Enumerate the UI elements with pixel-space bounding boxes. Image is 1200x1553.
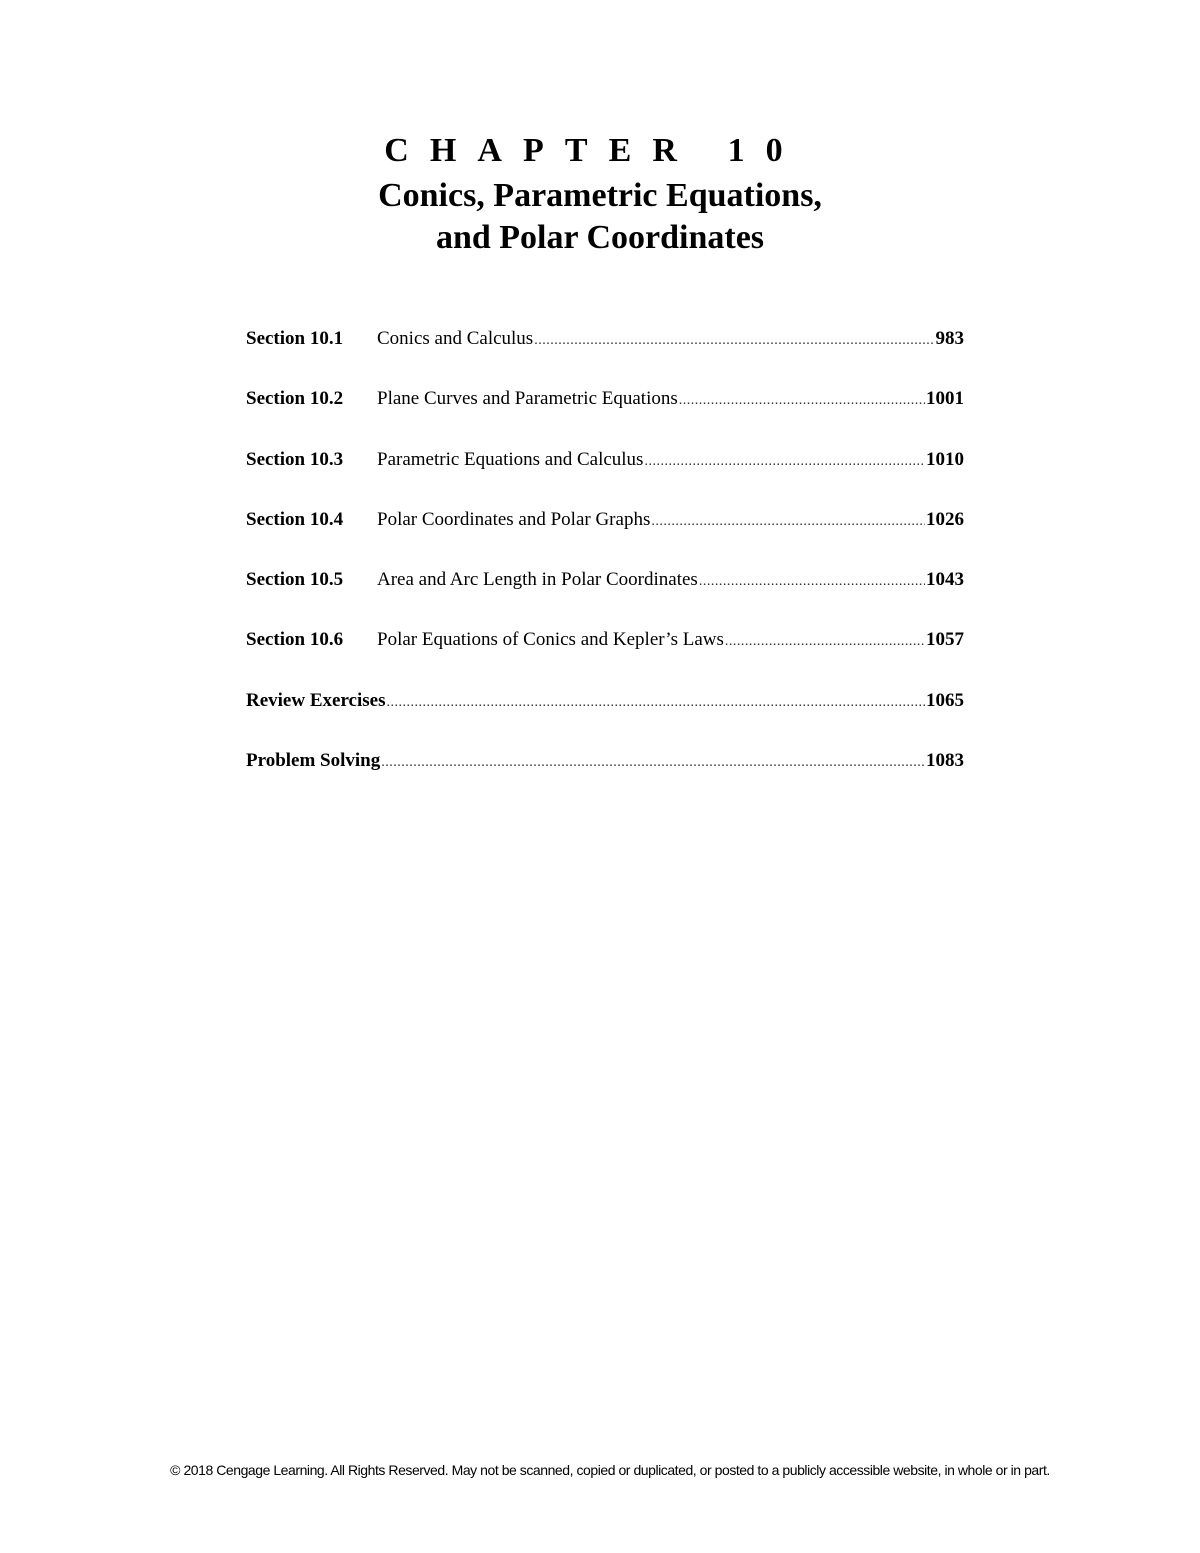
section-title: Area and Arc Length in Polar Coordinates	[377, 569, 698, 591]
section-title: Parametric Equations and Calculus	[377, 448, 644, 470]
section-title: Polar Equations of Conics and Kepler’s Laws	[377, 629, 724, 651]
toc-row-review-exercises[interactable]	[246, 685, 964, 717]
section-label: Section 10.2	[246, 388, 344, 410]
toc-row-section-10-2[interactable]	[246, 383, 964, 415]
dot-leader	[651, 506, 925, 538]
dot-leader	[381, 747, 925, 779]
page-number: 1043	[926, 569, 964, 591]
toc-row-section-10-6[interactable]	[246, 624, 964, 656]
section-label: Section 10.5	[246, 569, 344, 591]
toc-row-problem-solving[interactable]	[246, 745, 964, 777]
page-number: 1057	[926, 629, 964, 651]
section-title: Conics and Calculus	[377, 328, 534, 349]
table-of-contents	[246, 323, 964, 805]
dot-leader	[386, 687, 925, 719]
chapter-title-line-2: and Polar Coordinates	[435, 219, 765, 256]
page-number: 983	[935, 328, 964, 349]
chapter-label: CHAPTER 10	[384, 132, 804, 169]
dot-leader	[644, 446, 925, 478]
toc-row-section-10-5[interactable]	[246, 564, 964, 596]
problem-solving-title: Problem Solving	[246, 750, 381, 772]
section-title: Polar Coordinates and Polar Graphs	[377, 508, 651, 530]
section-label: Section 10.1	[246, 328, 344, 349]
copyright-footer: © 2018 Cengage Learning. All Rights Reserved. May not be scanned, copied or duplicated, or posted to a publicly accessible website, in whole or in part.	[170, 1462, 1050, 1478]
dot-leader	[534, 325, 934, 357]
dot-leader	[699, 566, 925, 598]
review-exercises-title: Review Exercises	[246, 689, 386, 711]
page-number: 1065	[926, 689, 964, 711]
section-label: Section 10.3	[246, 448, 344, 470]
page-number: 1026	[926, 508, 964, 530]
toc-row-section-10-4[interactable]	[246, 504, 964, 536]
chapter-title-line-1: Conics, Parametric Equations,	[378, 177, 822, 214]
page-number: 1010	[926, 448, 964, 470]
toc-row-section-10-1[interactable]	[246, 323, 964, 355]
dot-leader	[679, 385, 925, 417]
chapter-title	[0, 175, 1200, 259]
page-number: 1001	[926, 388, 964, 410]
section-label: Section 10.6	[246, 629, 344, 651]
section-label: Section 10.4	[246, 508, 344, 530]
toc-row-section-10-3[interactable]	[246, 444, 964, 476]
section-title: Plane Curves and Parametric Equations	[377, 388, 678, 410]
page-number: 1083	[926, 750, 964, 772]
dot-leader	[725, 626, 925, 658]
